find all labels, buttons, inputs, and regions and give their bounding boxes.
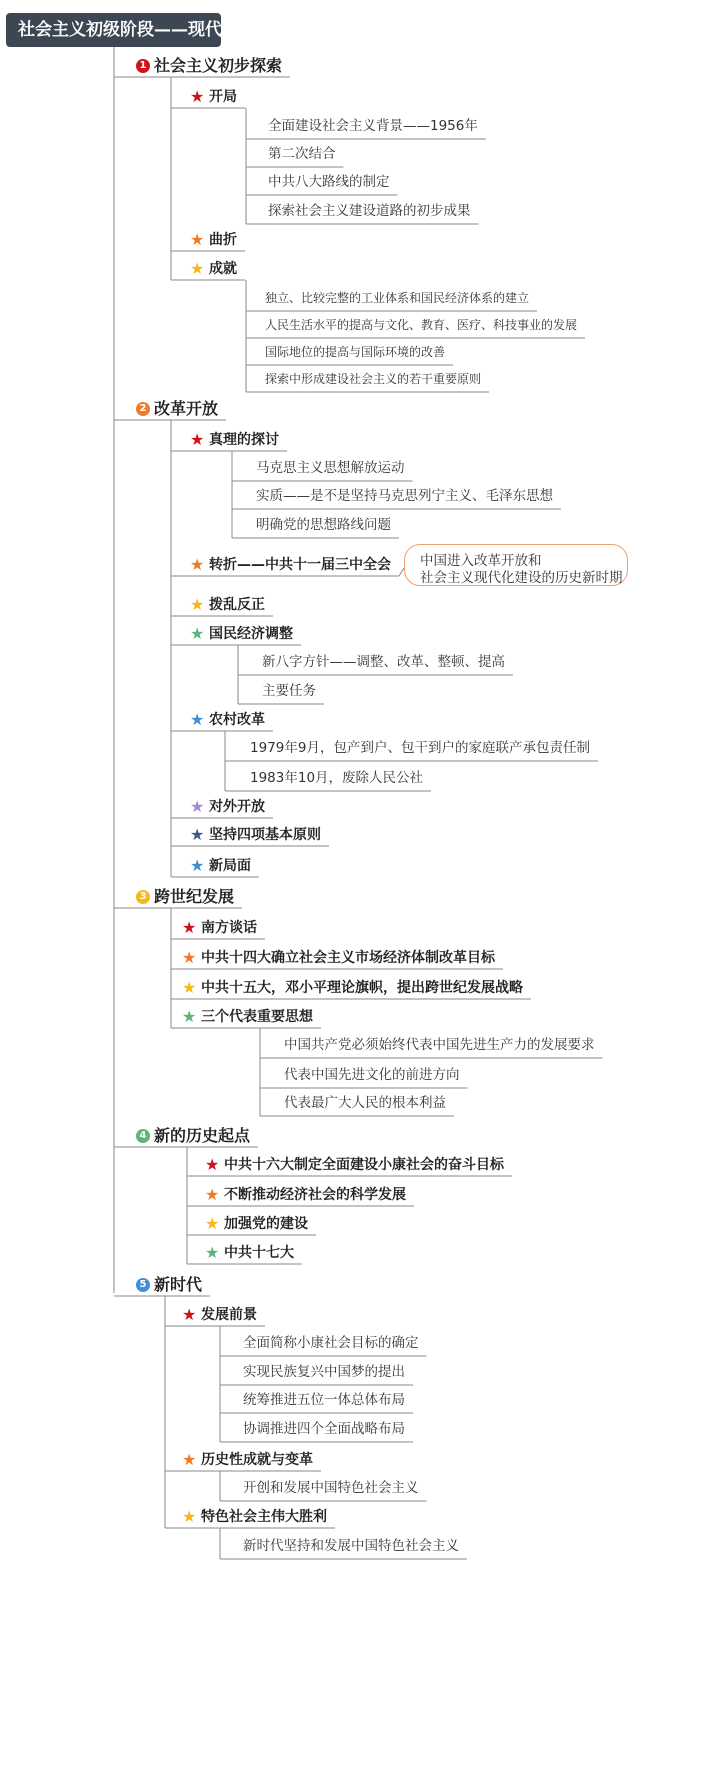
leaf-label[interactable]: 代表最广大人民的根本利益: [284, 1095, 446, 1111]
topic-label[interactable]: 三个代表重要思想: [201, 1009, 313, 1025]
section-title[interactable]: 跨世纪发展: [154, 887, 235, 906]
star-icon: ★: [190, 430, 205, 449]
leaf-label[interactable]: 1979年9月，包产到户、包干到户的家庭联产承包责任制: [250, 740, 590, 756]
topic-label[interactable]: 南方谈话: [201, 920, 257, 936]
leaf-label[interactable]: 探索社会主义建设道路的初步成果: [268, 203, 471, 219]
topic-label[interactable]: 国民经济调整: [209, 626, 293, 642]
leaf-label[interactable]: 新八字方针——调整、改革、整顿、提高: [262, 654, 505, 670]
star-icon: ★: [205, 1155, 220, 1174]
leaf-label[interactable]: 主要任务: [262, 683, 316, 699]
star-icon: ★: [182, 1507, 197, 1526]
section-title[interactable]: 新的历史起点: [154, 1126, 251, 1145]
note-line: 中国进入改革开放和: [420, 553, 542, 569]
topic-label[interactable]: 转折——中共十一届三中全会: [209, 557, 391, 573]
star-icon: ★: [182, 1450, 197, 1469]
leaf-label[interactable]: 中共八大路线的制定: [268, 174, 390, 190]
leaf-label[interactable]: 独立、比较完整的工业体系和国民经济体系的建立: [265, 291, 530, 305]
leaf-label[interactable]: 全面建设社会主义背景——1956年: [268, 118, 478, 134]
leaf-label[interactable]: 探索中形成建设社会主义的若干重要原则: [265, 372, 482, 386]
leaf-label[interactable]: 统筹推进五位一体总体布局: [243, 1392, 405, 1408]
topic-label[interactable]: 中共十六大制定全面建设小康社会的奋斗目标: [224, 1157, 504, 1173]
star-icon: ★: [190, 797, 205, 816]
star-icon: ★: [182, 1007, 197, 1026]
leaf-label[interactable]: 实质——是不是坚持马克思列宁主义、毛泽东思想: [256, 488, 553, 504]
star-icon: ★: [190, 259, 205, 278]
star-icon: ★: [182, 948, 197, 967]
star-icon: ★: [205, 1243, 220, 1262]
topic-label[interactable]: 开局: [209, 89, 237, 105]
leaf-label[interactable]: 全面简称小康社会目标的确定: [243, 1335, 419, 1351]
topic-label[interactable]: 新局面: [209, 858, 251, 874]
leaf-label[interactable]: 第二次结合: [268, 146, 336, 162]
leaf-label[interactable]: 开创和发展中国特色社会主义: [243, 1480, 419, 1496]
topic-label[interactable]: 对外开放: [209, 799, 265, 815]
star-icon: ★: [190, 624, 205, 643]
topic-label[interactable]: 曲折: [209, 232, 237, 248]
root-title: 社会主义初级阶段——现代: [18, 20, 222, 40]
topic-label[interactable]: 加强党的建设: [224, 1216, 308, 1232]
topic-label[interactable]: 坚持四项基本原则: [209, 827, 321, 843]
note-line: 社会主义现代化建设的历史新时期: [420, 570, 623, 586]
leaf-label[interactable]: 1983年10月，废除人民公社: [250, 770, 424, 786]
star-icon: ★: [190, 230, 205, 249]
section-title[interactable]: 改革开放: [154, 399, 219, 418]
topic-label[interactable]: 发展前景: [201, 1307, 257, 1323]
leaf-label[interactable]: 协调推进四个全面战略布局: [243, 1421, 405, 1437]
topic-label[interactable]: 拨乱反正: [209, 597, 265, 613]
star-icon: ★: [205, 1214, 220, 1233]
section-number-badge: 1: [136, 59, 150, 73]
topic-label[interactable]: 中共十五大，邓小平理论旗帜，提出跨世纪发展战略: [201, 980, 523, 996]
star-icon: ★: [190, 555, 205, 574]
leaf-label[interactable]: 新时代坚持和发展中国特色社会主义: [243, 1538, 459, 1554]
star-icon: ★: [182, 1305, 197, 1324]
topic-label[interactable]: 中共十七大: [224, 1245, 294, 1261]
topic-label[interactable]: 真理的探讨: [209, 432, 279, 448]
section-title[interactable]: 社会主义初步探索: [154, 56, 283, 75]
section-number-badge: 3: [136, 890, 150, 904]
leaf-label[interactable]: 代表中国先进文化的前进方向: [284, 1067, 460, 1083]
section-number-badge: 2: [136, 402, 150, 416]
star-icon: ★: [190, 710, 205, 729]
star-icon: ★: [190, 856, 205, 875]
topic-label[interactable]: 特色社会主伟大胜利: [201, 1509, 327, 1525]
leaf-label[interactable]: 中国共产党必须始终代表中国先进生产力的发展要求: [284, 1037, 595, 1053]
leaf-label[interactable]: 明确党的思想路线问题: [256, 517, 391, 533]
topic-label[interactable]: 中共十四大确立社会主义市场经济体制改革目标: [201, 950, 495, 966]
star-icon: ★: [182, 978, 197, 997]
star-icon: ★: [190, 825, 205, 844]
leaf-label[interactable]: 人民生活水平的提高与文化、教育、医疗、科技事业的发展: [265, 318, 578, 332]
leaf-label[interactable]: 马克思主义思想解放运动: [256, 460, 405, 476]
star-icon: ★: [190, 87, 205, 106]
star-icon: ★: [190, 595, 205, 614]
section-number-badge: 4: [136, 1129, 150, 1143]
star-icon: ★: [205, 1185, 220, 1204]
section-title[interactable]: 新时代: [154, 1275, 203, 1294]
topic-label[interactable]: 历史性成就与变革: [201, 1452, 313, 1468]
star-icon: ★: [182, 918, 197, 937]
topic-label[interactable]: 成就: [209, 261, 237, 277]
topic-label[interactable]: 农村改革: [209, 712, 265, 728]
topic-label[interactable]: 不断推动经济社会的科学发展: [224, 1187, 406, 1203]
section-number-badge: 5: [136, 1278, 150, 1292]
leaf-label[interactable]: 国际地位的提高与国际环境的改善: [265, 345, 446, 359]
leaf-label[interactable]: 实现民族复兴中国梦的提出: [243, 1364, 405, 1380]
